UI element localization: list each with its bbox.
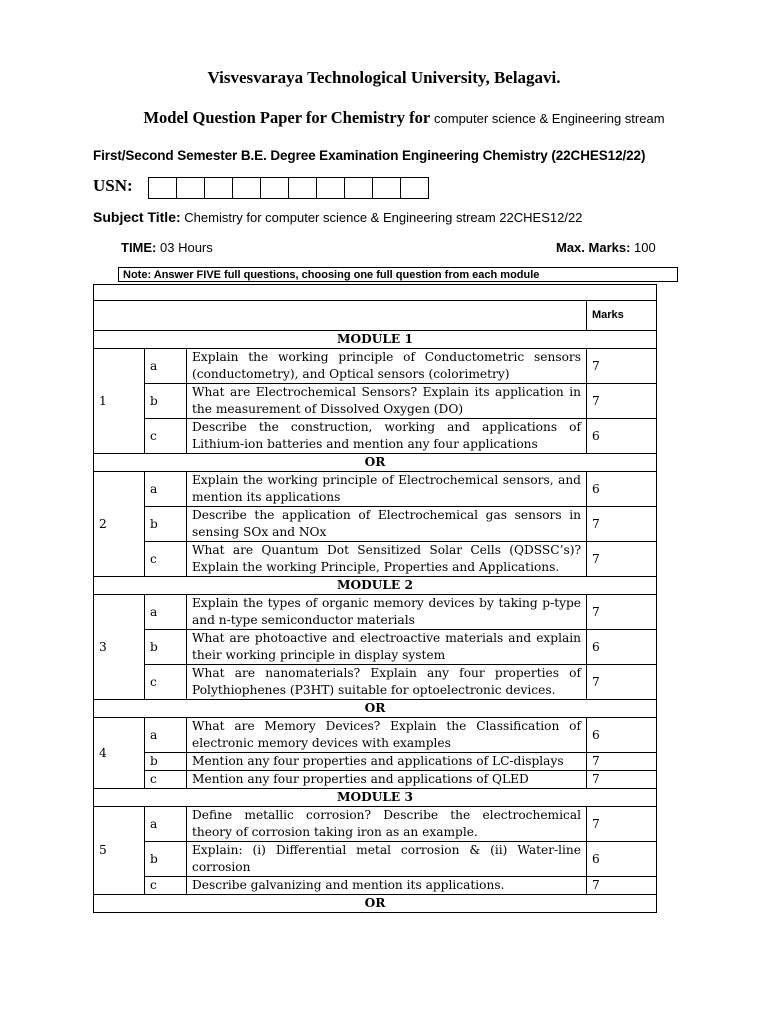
- question-marks: 6: [587, 718, 657, 753]
- subject-title: [93, 209, 582, 225]
- question-text: Explain: (i) Differential metal corrosion & (ii) Water-line corrosion: [187, 842, 587, 877]
- part-label: b: [145, 630, 187, 665]
- question-text: Describe the construction, working and applications of Lithium-ion batteries and mention any four applications: [187, 419, 587, 454]
- module-title: MODULE 3: [94, 789, 657, 807]
- part-label: a: [145, 595, 187, 630]
- table-row: [94, 753, 657, 771]
- question-text: What are Quantum Dot Sensitized Solar Cells (QDSSC’s)? Explain the working Principle, Properties and Applications.: [187, 542, 587, 577]
- module-row: [94, 789, 657, 807]
- question-text: Describe galvanizing and mention its applications.: [187, 877, 587, 895]
- part-label: c: [145, 542, 187, 577]
- question-text: Define metallic corrosion? Describe the electrochemical theory of corrosion taking iron as an example.: [187, 807, 587, 842]
- usn-box[interactable]: [288, 177, 317, 199]
- question-marks: 6: [587, 472, 657, 507]
- table-blank-row: [94, 285, 657, 301]
- table-row: [94, 507, 657, 542]
- table-row: [94, 349, 657, 384]
- question-text: What are Memory Devices? Explain the Classification of electronic memory devices with examples: [187, 718, 587, 753]
- usn-box[interactable]: [372, 177, 401, 199]
- usn-box[interactable]: [148, 177, 177, 199]
- question-marks: 7: [587, 349, 657, 384]
- part-label: b: [145, 507, 187, 542]
- question-text: Explain the working principle of Electrochemical sensors, and mention its applications: [187, 472, 587, 507]
- max-marks-value: 100: [634, 240, 656, 255]
- table-row: [94, 807, 657, 842]
- table-row: [94, 842, 657, 877]
- part-label: c: [145, 771, 187, 789]
- usn-box[interactable]: [316, 177, 345, 199]
- time-info: [121, 240, 213, 255]
- question-marks: 7: [587, 595, 657, 630]
- or-row: [94, 895, 657, 913]
- table-row: [94, 771, 657, 789]
- usn-box[interactable]: [260, 177, 289, 199]
- module-title: MODULE 2: [94, 577, 657, 595]
- subject-value: Chemistry for computer science & Engineering stream 22CHES12/22: [184, 210, 583, 225]
- part-label: c: [145, 419, 187, 454]
- part-label: c: [145, 877, 187, 895]
- table-row: [94, 630, 657, 665]
- instructions-note: Note: Answer FIVE full questions, choosing one full question from each module: [118, 267, 678, 282]
- max-marks-label: Max. Marks:: [556, 240, 631, 255]
- or-row: [94, 700, 657, 718]
- question-text: Explain the types of organic memory devices by taking p-type and n-type semiconductor materials: [187, 595, 587, 630]
- question-number: 2: [94, 472, 145, 577]
- table-row: [94, 384, 657, 419]
- or-row: [94, 454, 657, 472]
- question-text: Mention any four properties and applications of LC-displays: [187, 753, 587, 771]
- question-marks: 7: [587, 384, 657, 419]
- table-row: [94, 718, 657, 753]
- question-number: 5: [94, 807, 145, 895]
- time-label: TIME:: [121, 240, 157, 255]
- question-marks: 6: [587, 842, 657, 877]
- question-text: Explain the working principle of Conductometric sensors (conductometry), and Optical sensors (colorimetry): [187, 349, 587, 384]
- question-marks: 7: [587, 542, 657, 577]
- usn-box[interactable]: [176, 177, 205, 199]
- or-separator: OR: [94, 454, 657, 472]
- table-row: [94, 419, 657, 454]
- question-number: 4: [94, 718, 145, 789]
- question-marks: 7: [587, 507, 657, 542]
- question-marks: 7: [587, 877, 657, 895]
- table-row: [94, 665, 657, 700]
- part-label: c: [145, 665, 187, 700]
- part-label: a: [145, 472, 187, 507]
- question-text: Describe the application of Electrochemical gas sensors in sensing SOx and NOx: [187, 507, 587, 542]
- question-text: What are photoactive and electroactive materials and explain their working principle in display system: [187, 630, 587, 665]
- question-marks: 7: [587, 665, 657, 700]
- paper-title-main: Model Question Paper for Chemistry for: [143, 108, 430, 127]
- table-row: [94, 877, 657, 895]
- max-marks-info: [556, 240, 656, 255]
- exam-line: First/Second Semester B.E. Degree Examination Engineering Chemistry (22CHES12/22): [93, 148, 646, 163]
- question-marks: 6: [587, 419, 657, 454]
- part-label: b: [145, 842, 187, 877]
- question-number: 1: [94, 349, 145, 454]
- question-marks: 6: [587, 630, 657, 665]
- table-row: [94, 595, 657, 630]
- part-label: a: [145, 807, 187, 842]
- module-row: [94, 331, 657, 349]
- question-marks: 7: [587, 753, 657, 771]
- table-header-row: [94, 301, 657, 331]
- part-label: b: [145, 384, 187, 419]
- time-value: 03 Hours: [160, 240, 213, 255]
- paper-title: [0, 108, 768, 128]
- university-name: Visvesvaraya Technological University, Belagavi.: [207, 68, 561, 87]
- question-table: [93, 284, 657, 913]
- question-text: What are nanomaterials? Explain any four properties of Polythiophenes (P3HT) suitable for optoelectronic devices.: [187, 665, 587, 700]
- or-separator: OR: [94, 895, 657, 913]
- table-row: [94, 542, 657, 577]
- part-label: a: [145, 349, 187, 384]
- subject-label: Subject Title:: [93, 209, 181, 225]
- question-text: What are Electrochemical Sensors? Explain its application in the measurement of Dissolved Oxygen (DO): [187, 384, 587, 419]
- question-marks: 7: [587, 771, 657, 789]
- part-label: a: [145, 718, 187, 753]
- question-number: 3: [94, 595, 145, 700]
- usn-boxes: [149, 177, 429, 199]
- question-text: Mention any four properties and applications of QLED: [187, 771, 587, 789]
- usn-box[interactable]: [344, 177, 373, 199]
- usn-box[interactable]: [232, 177, 261, 199]
- marks-header: Marks: [587, 301, 657, 331]
- question-marks: 7: [587, 807, 657, 842]
- usn-label: USN:: [93, 176, 133, 195]
- paper-title-stream: computer science & Engineering stream: [434, 111, 665, 126]
- module-title: MODULE 1: [94, 331, 657, 349]
- or-separator: OR: [94, 700, 657, 718]
- usn-box[interactable]: [400, 177, 429, 199]
- table-row: [94, 472, 657, 507]
- part-label: b: [145, 753, 187, 771]
- usn-box[interactable]: [204, 177, 233, 199]
- module-row: [94, 577, 657, 595]
